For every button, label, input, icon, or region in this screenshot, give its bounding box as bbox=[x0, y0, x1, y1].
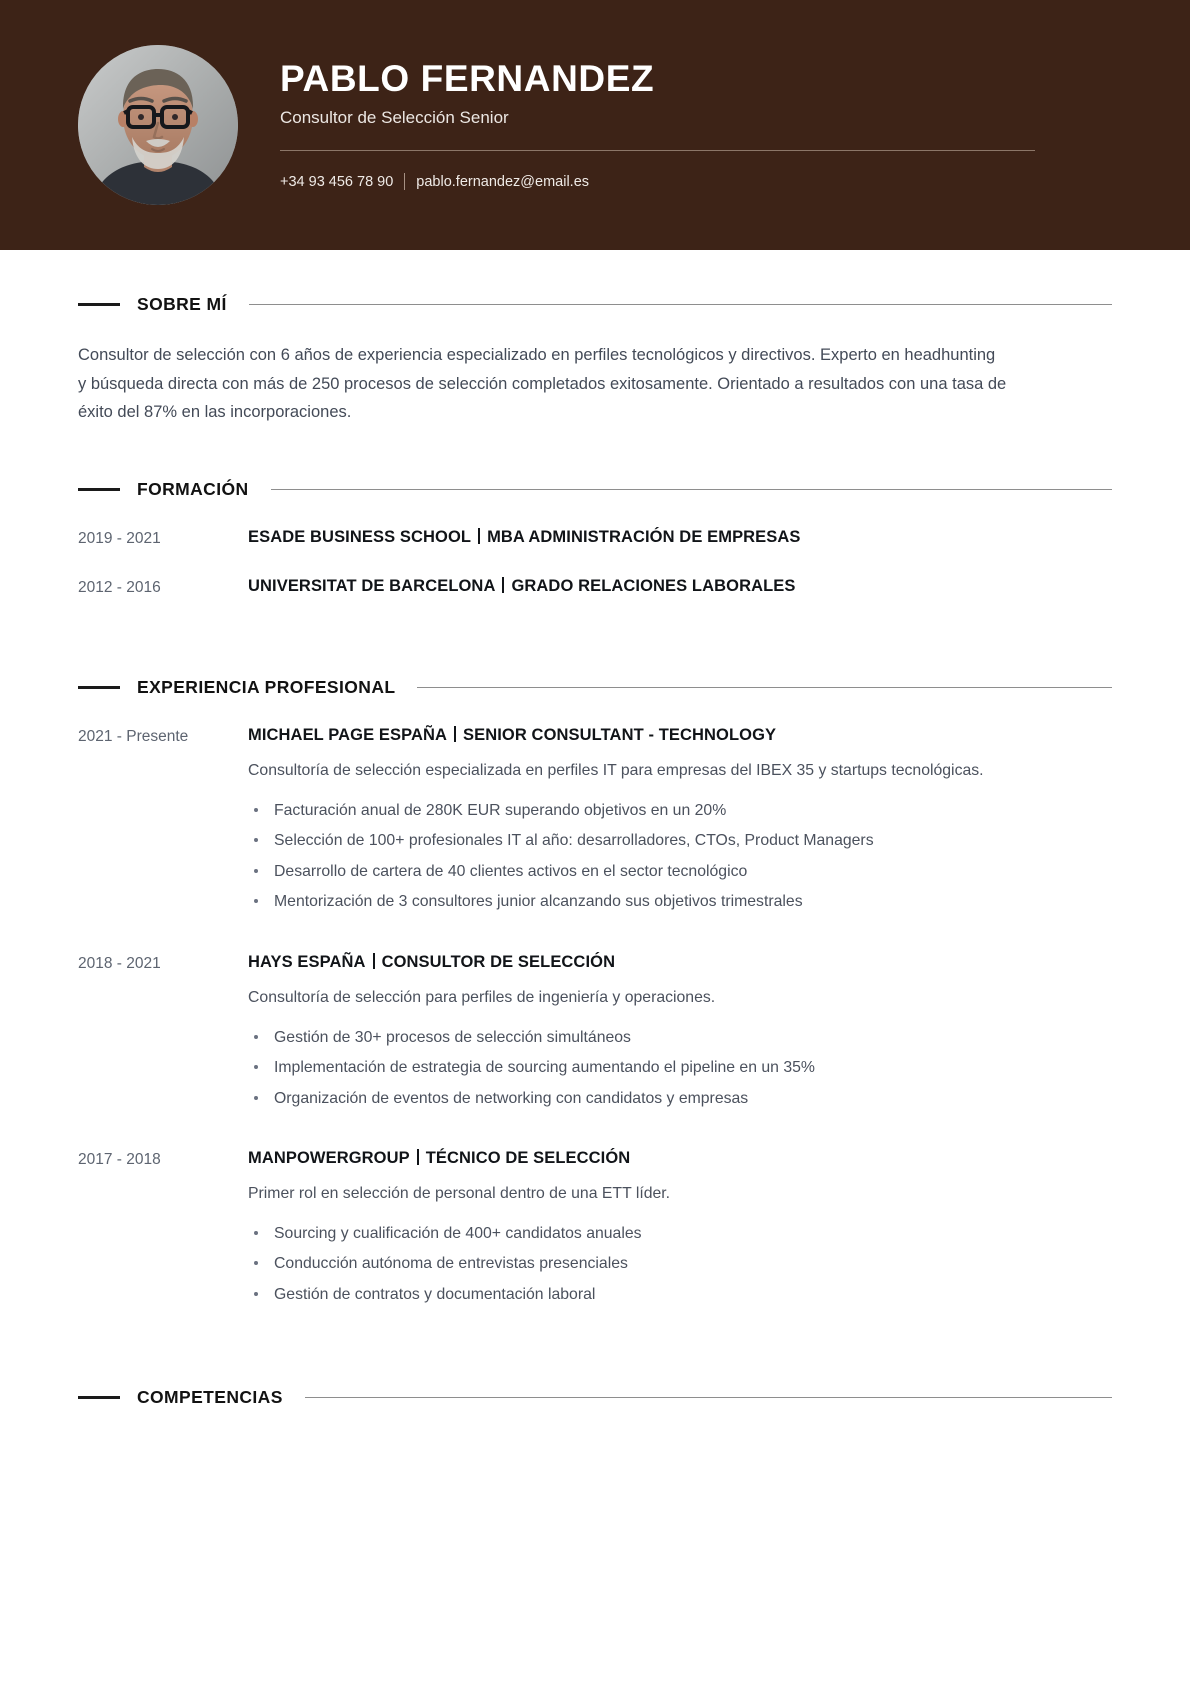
section-title-about: SOBRE MÍ bbox=[137, 294, 227, 314]
about-text: Consultor de selección con 6 años de experiencia especializado en perfiles tecnológicos y directivos. Experto en headhunting y búsqueda directa con más de 250 procesos de selección completados exitosamente. Orientado a resultados con una tasa de éxito del 87% en las incorporaciones. bbox=[78, 346, 1007, 422]
section-rule bbox=[305, 1397, 1112, 1398]
experience-item bbox=[78, 1147, 1112, 1307]
experience-description: Consultoría de selección especializada en perfiles IT para empresas del IBEX 35 y startups tecnológicas. bbox=[248, 762, 984, 780]
experience-bullet-list bbox=[248, 799, 1112, 915]
list-item: Mentorización de 3 consultores junior alcanzando sus objetivos trimestrales bbox=[248, 890, 1112, 914]
list-item: Implementación de estrategia de sourcing aumentando el pipeline en un 35% bbox=[248, 1056, 1112, 1080]
section-dash-icon bbox=[78, 488, 120, 491]
title-separator bbox=[502, 577, 504, 593]
section-rule bbox=[271, 489, 1112, 490]
experience-company: MICHAEL PAGE ESPAÑA bbox=[248, 725, 448, 744]
experience-title bbox=[248, 1147, 1112, 1169]
section-rule bbox=[417, 687, 1112, 688]
list-item: Conducción autónoma de entrevistas presenciales bbox=[248, 1252, 1112, 1276]
contact-separator bbox=[404, 173, 405, 190]
education-dates: 2012 - 2016 bbox=[78, 579, 161, 597]
header-divider bbox=[280, 150, 1035, 151]
page-title: PABLO FERNANDEZ bbox=[280, 57, 655, 99]
experience-item bbox=[78, 951, 1112, 1111]
experience-dates: 2018 - 2021 bbox=[78, 954, 161, 972]
title-separator bbox=[454, 726, 456, 742]
job-role-subtitle: Consultor de Selección Senior bbox=[280, 108, 509, 128]
experience-title bbox=[248, 951, 1112, 973]
section-dash-icon bbox=[78, 686, 120, 689]
contact-info bbox=[280, 173, 1035, 190]
list-item: Selección de 100+ profesionales IT al año: desarrolladores, CTOs, Product Managers bbox=[248, 829, 1112, 853]
education-institution: ESADE BUSINESS SCHOOL bbox=[248, 527, 472, 546]
list-item: Sourcing y cualificación de 400+ candidatos anuales bbox=[248, 1222, 1112, 1246]
list-item: Facturación anual de 280K EUR superando objetivos en un 20% bbox=[248, 799, 1112, 823]
education-dates: 2019 - 2021 bbox=[78, 529, 161, 547]
section-rule bbox=[249, 304, 1112, 305]
avatar bbox=[78, 45, 238, 205]
section-title-skills: COMPETENCIAS bbox=[137, 1387, 283, 1408]
experience-company: HAYS ESPAÑA bbox=[248, 952, 366, 971]
experience-title bbox=[248, 724, 1112, 746]
spacer bbox=[78, 1335, 1112, 1387]
education-title bbox=[248, 526, 1112, 548]
education-title bbox=[248, 575, 1112, 597]
section-dash-icon bbox=[78, 303, 120, 306]
experience-position: SENIOR CONSULTANT - TECHNOLOGY bbox=[463, 725, 777, 744]
list-item: Gestión de 30+ procesos de selección simultáneos bbox=[248, 1026, 1112, 1050]
experience-bullet-list bbox=[248, 1222, 1112, 1307]
avatar-photo-icon bbox=[78, 45, 238, 205]
experience-description: Primer rol en selección de personal dentro de una ETT líder. bbox=[248, 1185, 671, 1203]
list-item: Desarrollo de cartera de 40 clientes activos en el sector tecnológico bbox=[248, 860, 1112, 884]
experience-description: Consultoría de selección para perfiles de ingeniería y operaciones. bbox=[248, 989, 716, 1007]
list-item: Gestión de contratos y documentación laboral bbox=[248, 1283, 1112, 1307]
section-dash-icon bbox=[78, 1396, 120, 1399]
email-address[interactable]: pablo.fernandez@email.es bbox=[416, 173, 590, 190]
spacer bbox=[78, 625, 1112, 677]
experience-position: TÉCNICO DE SELECCIÓN bbox=[425, 1149, 631, 1168]
experience-bullet-list bbox=[248, 1026, 1112, 1111]
resume-header bbox=[0, 0, 1190, 250]
section-header-education bbox=[78, 479, 1112, 500]
education-item bbox=[78, 526, 1112, 550]
section-title-experience: EXPERIENCIA PROFESIONAL bbox=[137, 676, 396, 697]
section-title-education: FORMACIÓN bbox=[137, 478, 249, 499]
education-degree: MBA ADMINISTRACIÓN DE EMPRESAS bbox=[487, 527, 801, 546]
title-separator bbox=[373, 953, 375, 969]
title-separator bbox=[417, 1149, 419, 1165]
experience-company: MANPOWERGROUP bbox=[248, 1149, 410, 1168]
experience-position: CONSULTOR DE SELECCIÓN bbox=[381, 952, 616, 971]
experience-dates: 2017 - 2018 bbox=[78, 1151, 161, 1169]
section-header-experience bbox=[78, 677, 1112, 698]
experience-dates: 2021 - Presente bbox=[78, 727, 189, 745]
phone-number[interactable]: +34 93 456 78 90 bbox=[280, 173, 394, 190]
education-degree: GRADO RELACIONES LABORALES bbox=[511, 577, 796, 596]
section-header-about bbox=[78, 294, 1112, 315]
header-text-block bbox=[280, 57, 1190, 191]
spacer bbox=[78, 427, 1112, 479]
education-institution: UNIVERSITAT DE BARCELONA bbox=[248, 577, 496, 596]
list-item: Organización de eventos de networking con candidatos y empresas bbox=[248, 1087, 1112, 1111]
experience-item bbox=[78, 724, 1112, 915]
resume-content bbox=[0, 250, 1190, 1408]
education-item bbox=[78, 575, 1112, 599]
section-header-skills bbox=[78, 1387, 1112, 1408]
title-separator bbox=[478, 528, 480, 544]
